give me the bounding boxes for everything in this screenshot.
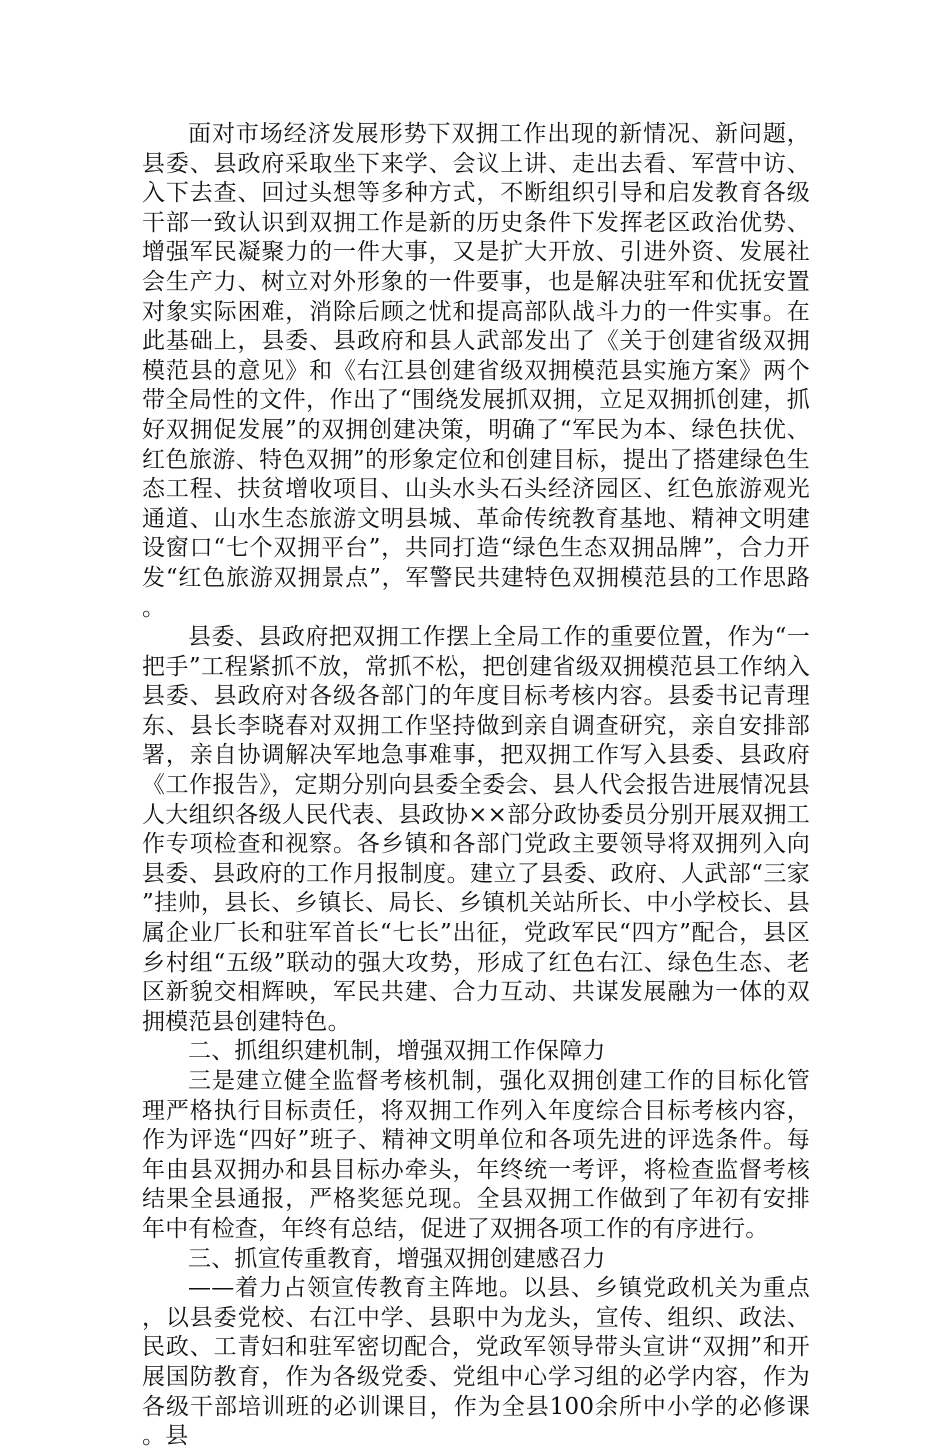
- paragraph-2: 县委、县政府把双拥工作摆上全局工作的重要位置，作为“一把手”工程紧抓不放，常抓不松，把创建省级双拥模范县工作纳入县委、县政府对各级各部门的年度目标考核内容。县委书记青理东、县长李晓春对双拥工作坚持做到亲自调查研究，亲自安排部署，亲自协调解决军地急事难事，把双拥工作写入县委、县政府《工作报告》，定期分别向县委全委会、县人代会报告进展情况县人大组织各级人民代表、县政协××部分政协委员分别开展双拥工作专项检查和视察。各乡镇和各部门党政主要领导将双拥列入向县委、县政府的工作月报制度。建立了县委、政府、人武部“三家”挂帅，县长、乡镇长、局长、乡镇机关站所长、中小学校长、县属企业厂长和驻军首长“七长”出征，党政军民“四方”配合，县区乡村组“五级”联动的强大攻势，形成了红色右江、绿色生态、老区新貌交相辉映，军民共建、合力互动、共谋发展融为一体的双拥模范县创建特色。: [142, 624, 810, 1035]
- paragraph-3: 三是建立健全监督考核机制，强化双拥创建工作的目标化管理严格执行目标责任，将双拥工作列入年度综合目标考核内容，作为评选“四好”班子、精神文明单位和各项先进的评选条件。每年由县双拥办和县目标办牵头，年终统一考评，将检查监督考核结果全县通报，严格奖惩兑现。全县双拥工作做到了年初有安排年中有检查，年终有总结，促进了双拥各项工作的有序进行。: [142, 1068, 810, 1242]
- section-heading-2: 二、抓组织建机制，增强双拥工作保障力: [188, 1038, 606, 1065]
- section-heading-3: 三、抓宣传重教育，增强双拥创建感召力: [188, 1245, 606, 1272]
- paragraph-4: ——着力占领宣传教育主阵地。以县、乡镇党政机关为重点，以县委党校、右江中学、县职中为龙头，宣传、组织、政法、民政、工青妇和驻军密切配合，党政军领导带头宣讲“双拥”和开展国防教育，作为各级党委、党组中心学习组的必学内容，作为各级干部培训班的必训课目，作为全县100余所中小学的必修课。县: [142, 1275, 810, 1450]
- document-page: [142, 120, 810, 1452]
- paragraph-1: 面对市场经济发展形势下双拥工作出现的新情况、新问题，县委、县政府采取坐下来学、会议上讲、走出去看、军营中访、入下去查、回过头想等多种方式，不断组织引导和启发教育各级干部一致认识到双拥工作是新的历史条件下发挥老区政治优势、增强军民凝聚力的一件大事，又是扩大开放、引进外资、发展社会生产力、树立对外形象的一件要事，也是解决驻军和优抚安置对象实际困难，消除后顾之忧和提高部队战斗力的一件实事。在此基础上，县委、县政府和县人武部发出了《关于创建省级双拥模范县的意见》和《右江县创建省级双拥模范县实施方案》两个带全局性的文件，作出了“围绕发展抓双拥，立足双拥抓创建，抓好双拥促发展”的双拥创建决策，明确了“军民为本、绿色扶优、红色旅游、特色双拥”的形象定位和创建目标，提出了搭建绿色生态工程、扶贫增收项目、山头水头石头经济园区、红色旅游观光通道、山水生态旅游文明县城、革命传统教育基地、精神文明建设窗口“七个双拥平台”，共同打造“绿色生态双拥品牌”，合力开发“红色旅游双拥景点”，军警民共建特色双拥模范县的工作思路。: [142, 121, 810, 621]
